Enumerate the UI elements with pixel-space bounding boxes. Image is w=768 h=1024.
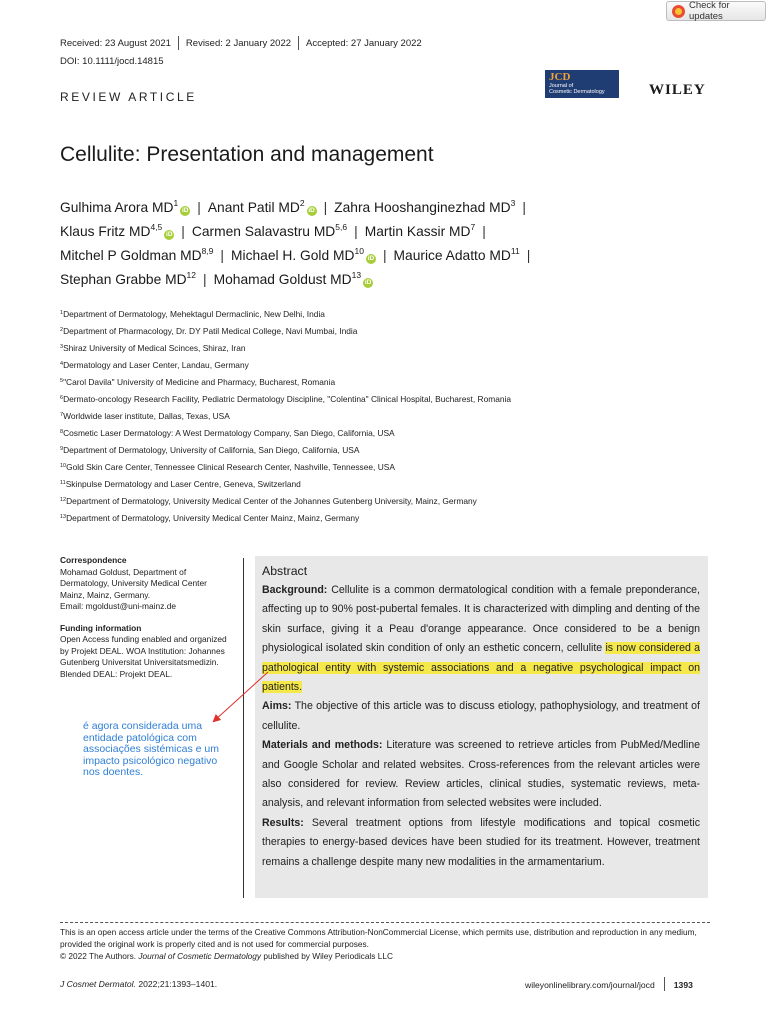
correspondence-text: Mohamad Goldust, Department of Dermatology, University Medical Center Mainz, Mainz, Germany.: [60, 566, 207, 600]
affiliation-item: [60, 458, 700, 475]
author-list: [60, 196, 720, 292]
results-label: Results:: [262, 816, 304, 829]
affiliation-text: Department of Pharmacology, Dr. DY Patil Medical College, Navi Mumbai, India: [63, 326, 358, 336]
author-affiliation-sup: 12: [186, 270, 197, 280]
author-name[interactable]: [365, 224, 476, 239]
author-affiliation-sup: 3: [510, 198, 516, 208]
author-separator: |: [522, 200, 526, 215]
author-affiliation-sup: 2: [299, 198, 305, 208]
check-for-updates-label: Check for updates: [689, 0, 730, 22]
footer-citation: [60, 979, 217, 989]
affiliation-item: [60, 356, 700, 373]
affiliation-number: 9: [60, 446, 64, 452]
author-separator: |: [197, 200, 201, 215]
affiliation-text: Gold Skin Care Center, Tennessee Clinical Research Center, Nashville, Tennessee, USA: [66, 462, 395, 472]
copyright-line: [60, 950, 715, 962]
abstract-aims: [262, 697, 700, 736]
divider: [178, 36, 179, 50]
highlighted-text[interactable]: is now considered a pathological entity with systemic associations and a negative psychological impact on patients.: [262, 642, 700, 694]
affiliation-item: [60, 322, 700, 339]
author-name-text: Mitchel P Goldman MD: [60, 248, 202, 263]
author-name-text: Gulhima Arora MD: [60, 200, 174, 215]
affiliation-text: Department of Dermatology, University of California, San Diego, California, USA: [63, 445, 360, 455]
affiliation-item: [60, 475, 700, 492]
author-name[interactable]: [208, 200, 317, 215]
affiliation-number: 8: [60, 429, 64, 435]
affiliation-item: [60, 339, 700, 356]
author-name[interactable]: [60, 200, 190, 215]
author-name-text: Carmen Salavastru MD: [191, 224, 336, 239]
affiliation-text: Skinpulse Dermatology and Laser Centre, Geneva, Switzerland: [65, 479, 301, 489]
affiliation-item: [60, 390, 700, 407]
author-affiliation-sup: 8,9: [201, 246, 214, 256]
abstract-box: [255, 556, 708, 898]
affiliation-text: Worldwide laser institute, Dallas, Texas, USA: [63, 411, 230, 421]
orcid-icon[interactable]: iD: [367, 255, 375, 262]
column-divider: [243, 558, 244, 898]
affiliation-text: Shiraz University of Medical Scinces, Shiraz, Iran: [63, 343, 246, 353]
methods-label: Materials and methods:: [262, 739, 383, 752]
author-name[interactable]: [60, 224, 174, 239]
affiliation-item: [60, 492, 700, 509]
affiliation-number: 3: [60, 344, 64, 350]
orcid-icon[interactable]: iD: [181, 207, 189, 214]
affiliation-text: Dermatology and Laser Center, Landau, Germany: [63, 360, 249, 370]
affiliation-list: [60, 305, 700, 526]
affiliation-number: 4: [60, 361, 64, 367]
footer-url[interactable]: wileyonlinelibrary.com/journal/jocd: [525, 980, 655, 990]
abstract-background: [262, 581, 700, 697]
check-for-updates-button[interactable]: [666, 1, 766, 21]
funding-text: Open Access funding enabled and organized by Projekt DEAL. WOA Institution: Johannes Gutenberg Universitat Universitatsmedizin. Blended DEAL: Projekt DEAL.: [60, 634, 227, 679]
funding-block: [60, 623, 230, 681]
results-text: Several treatment options from lifestyle modifications and topical cosmetic therapies to energy-based devices have been studied for its treatment. However, treatment remains a challenge despite many new modalities in the armamentarium.: [262, 816, 700, 868]
affiliation-text: Dermato-oncology Research Facility, Pediatric Dermatology Discipline, "Colentina" Clinical Hospital, Bucharest, Romania: [63, 394, 512, 404]
author-separator: |: [181, 224, 185, 239]
doi-link[interactable]: DOI: 10.1111/jocd.14815: [60, 56, 164, 67]
author-name-text: Martin Kassir MD: [364, 224, 471, 239]
license-divider: [60, 922, 710, 923]
affiliation-item: [60, 441, 700, 458]
copyright-suffix: published by Wiley Periodicals LLC: [261, 951, 393, 962]
journal-logo-line2: Cosmetic Dermatology: [549, 89, 605, 95]
author-affiliation-sup: 7: [470, 222, 476, 232]
divider: [664, 977, 665, 991]
author-separator: |: [323, 200, 328, 215]
article-dates: [60, 38, 422, 50]
license-block: [60, 926, 715, 963]
author-name-text: Stephan Grabbe MD: [60, 272, 187, 287]
affiliation-number: 11: [60, 480, 66, 486]
page-number: 1393: [673, 980, 693, 990]
affiliation-number: 13: [60, 514, 67, 520]
affiliation-number: 10: [60, 463, 67, 469]
publisher-logo: WILEY: [649, 82, 706, 98]
author-name-text: Mohamad Goldust MD: [213, 272, 352, 287]
footer-right: [525, 979, 693, 991]
article-title: Cellulite: Presentation and management: [60, 143, 434, 166]
divider: [298, 36, 299, 50]
orcid-icon[interactable]: iD: [166, 231, 173, 238]
author-affiliation-sup: 11: [510, 246, 520, 256]
abstract-heading: Abstract: [262, 564, 308, 578]
affiliation-number: 2: [60, 327, 64, 333]
author-name-text: Anant Patil MD: [207, 200, 300, 215]
affiliation-text: Department of Dermatology, University Medical Center Mainz, Mainz, Germany: [66, 513, 360, 523]
orcid-icon[interactable]: iD: [364, 279, 372, 286]
author-name[interactable]: [60, 272, 196, 287]
affiliation-item: [60, 305, 700, 322]
affiliation-number: 12: [60, 497, 67, 503]
author-affiliation-sup: 1: [173, 198, 179, 208]
affiliation-item: [60, 373, 700, 390]
footer-citation-text: 2022;21:1393–1401.: [135, 979, 218, 989]
received-date: Received: 23 August 2021: [60, 38, 171, 49]
methods-text: Literature was screened to retrieve articles from PubMed/Medline and Google Scholar and related websites. Cross-references from the relevant articles were also considered for review. Review articles, clinical studies, systematic reviews, meta-analysis, and relevant information from selected websites were included.: [262, 739, 700, 810]
translation-note: é agora considerada uma entidade patológica com associações sistémicas e um impacto psicológico negativo nos doentes.: [83, 720, 219, 778]
orcid-icon[interactable]: iD: [308, 207, 315, 214]
accepted-date: Accepted: 27 January 2022: [306, 38, 422, 49]
sidebar-info: [60, 555, 230, 690]
journal-logo-abbr: JCD: [549, 71, 571, 83]
author-name[interactable]: [192, 224, 347, 239]
affiliation-text: "Carol Davila" University of Medicine and Pharmacy, Bucharest, Romania: [63, 377, 336, 387]
author-affiliation-sup: 13: [351, 270, 362, 280]
aims-text: The objective of this article was to discuss etiology, pathophysiology, and treatment of cellulite.: [262, 700, 700, 732]
affiliation-number: 1: [60, 310, 64, 316]
article-type: REVIEW ARTICLE: [60, 90, 197, 104]
journal-logo: [545, 70, 619, 98]
crossmark-icon: [672, 5, 685, 18]
affiliation-text: Department of Dermatology, Mehektagul Dermaclinic, New Delhi, India: [63, 309, 325, 319]
author-separator: |: [482, 224, 486, 239]
author-affiliation-sup: 10: [354, 246, 364, 256]
journal-logo-line1: Journal of: [549, 83, 574, 89]
abstract-results: [262, 814, 700, 872]
affiliation-item: [60, 509, 700, 526]
affiliation-number: 7: [60, 412, 64, 418]
author-separator: |: [526, 248, 531, 263]
copyright-prefix: © 2022 The Authors.: [60, 951, 139, 962]
affiliation-number: 6: [60, 395, 64, 401]
author-affiliation-sup: 5,6: [335, 222, 348, 232]
funding-heading: Funding information: [60, 622, 142, 633]
affiliation-item: [60, 424, 700, 441]
author-name[interactable]: [334, 200, 515, 215]
license-text: This is an open access article under the terms of the Creative Commons Attribution-NonCommercial License, which permits use, distribution and reproduction in any medium, provided the original work is properly cited and is not used for commercial purposes.: [60, 927, 697, 950]
correspondence-email[interactable]: Email: mgoldust@uni-mainz.de: [60, 601, 177, 611]
correspondence-block: [60, 555, 230, 613]
correspondence-heading: Correspondence: [60, 555, 127, 565]
background-text: Cellulite is a common dermatological condition with a female preponderance, affecting up to 90% post-pubertal females. It is characterized with dimpling and denting of the skin surface, giving it a Peau d'orange appearance. Once considered to be a benign physiological isolated skin condition of only an esthetic concern, cellulite: [262, 584, 700, 655]
affiliation-number: 5: [60, 378, 64, 384]
author-affiliation-sup: 4,5: [150, 222, 163, 232]
footer-journal: J Cosmet Dermatol.: [60, 979, 136, 989]
author-separator: |: [203, 272, 207, 287]
abstract-methods: [262, 736, 700, 814]
affiliation-text: Cosmetic Laser Dermatology: A West Dermatology Company, San Diego, California, USA: [63, 428, 395, 438]
affiliation-item: [60, 407, 700, 424]
author-name[interactable]: [394, 248, 520, 263]
author-name[interactable]: [214, 272, 374, 287]
author-name[interactable]: [231, 248, 376, 263]
author-name-text: Maurice Adatto MD: [393, 248, 511, 263]
author-name-text: Klaus Fritz MD: [60, 224, 151, 239]
author-separator: |: [220, 248, 225, 263]
affiliation-text: Department of Dermatology, University Medical Center of the Johannes Gutenberg University, Mainz, Germany: [66, 496, 477, 506]
background-label: Background:: [262, 584, 328, 596]
author-name-text: Zahra Hooshanginezhad MD: [334, 200, 511, 215]
author-separator: |: [382, 248, 387, 263]
aims-label: Aims:: [262, 700, 292, 713]
author-separator: |: [354, 224, 358, 239]
author-name[interactable]: [60, 248, 213, 263]
copyright-journal: Journal of Cosmetic Dermatology: [138, 951, 262, 962]
author-name-text: Michael H. Gold MD: [231, 248, 355, 263]
revised-date: Revised: 2 January 2022: [185, 38, 292, 49]
